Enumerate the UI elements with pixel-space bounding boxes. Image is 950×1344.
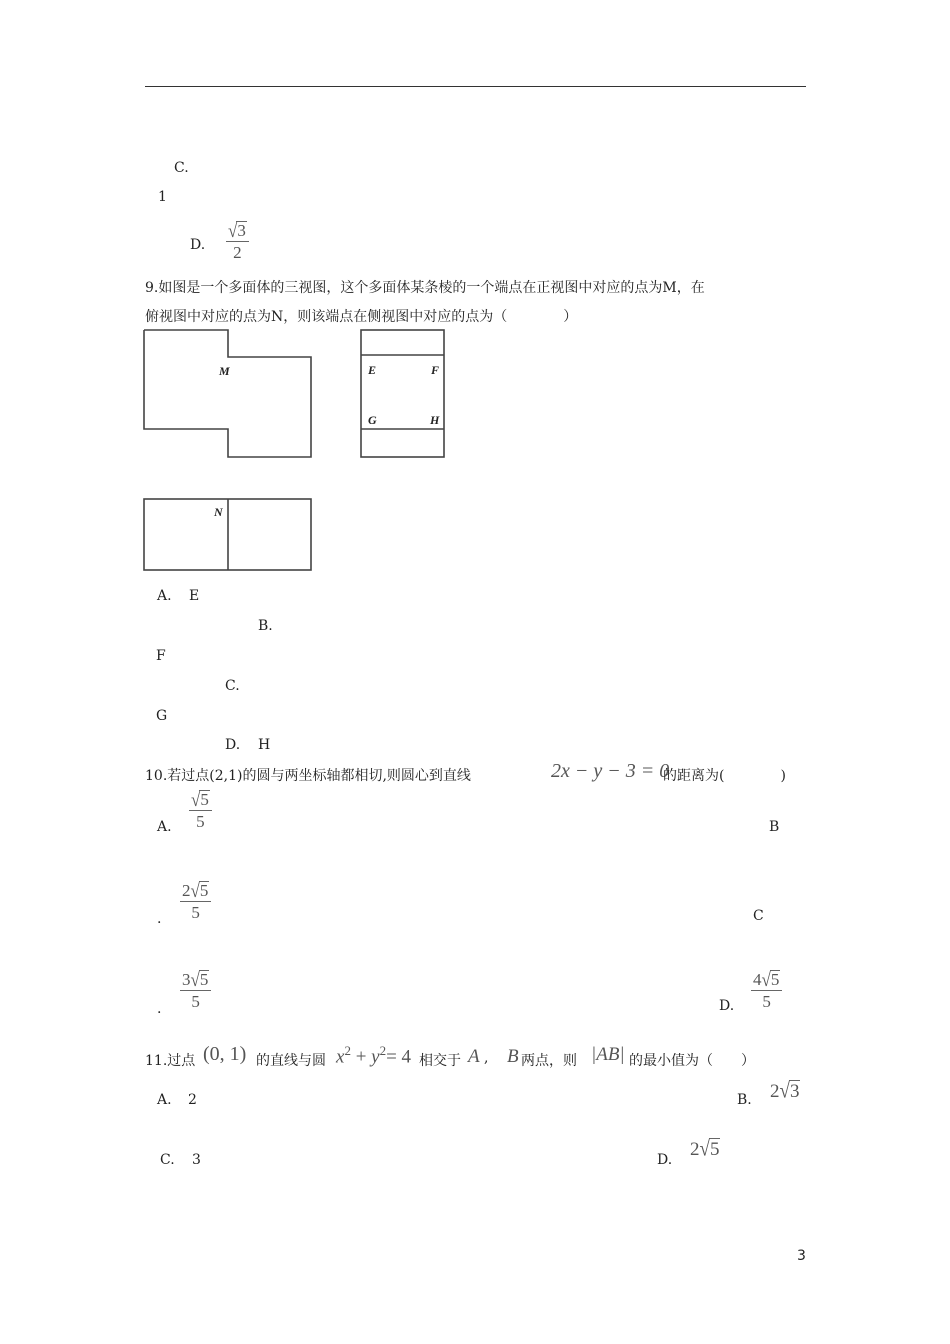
q10-stem-before: 10.若过点(2,1)的圆与两坐标轴都相切,则圆心到直线 <box>145 768 471 784</box>
q9-option-c-label: C. <box>225 678 240 694</box>
q8-option-d-label: D. <box>190 237 206 253</box>
q11-option-d-value: 2√5 <box>690 1137 720 1162</box>
q11-option-a-label: A. <box>157 1092 172 1108</box>
q11-option-a-value: 2 <box>188 1092 197 1108</box>
label-h: H <box>430 413 440 427</box>
q9-option-a-label: A. <box>157 588 172 604</box>
q8-option-c-label: C. <box>174 160 189 176</box>
q11-point: (0, 1) <box>203 1043 247 1065</box>
header-rule <box>145 86 806 87</box>
q11-ab: |AB| <box>591 1044 625 1065</box>
q10-option-a-fraction: √5 5 <box>189 790 212 830</box>
q9-option-d-value: H <box>258 737 271 753</box>
q10-equation: 2x − y − 3 = 0 <box>551 760 670 782</box>
q10-option-c-label-tail: . <box>157 1001 162 1017</box>
three-view-diagram <box>140 325 460 580</box>
front-view <box>144 330 311 457</box>
q11-option-b-label: B. <box>737 1092 752 1108</box>
q11-point-b: B <box>507 1046 519 1067</box>
q11-stem-a: 11.过点 <box>145 1053 196 1069</box>
q10-option-c-fraction: 3√5 5 <box>180 970 211 1010</box>
q9-option-b-label: B. <box>258 618 273 634</box>
q10-option-b-label-tail: . <box>157 911 162 927</box>
q11-circle-equation: $x^2 + y^2= 4$ <box>336 1043 412 1068</box>
q9-stem-line2: 俯视图中对应的点为N，则该端点在侧视图中对应的点为（ ） <box>145 309 578 325</box>
q10-option-b-fraction: 2√5 5 <box>180 881 211 921</box>
q8-option-d-fraction: √3 2 <box>226 221 249 261</box>
q11-stem-d: 两点，则 <box>521 1053 577 1069</box>
q10-stem-after: 的距离为( ) <box>663 768 786 784</box>
q11-option-d-label: D. <box>657 1152 673 1168</box>
q8-d-radicand: 3 <box>237 221 246 240</box>
q9-option-a-value: E <box>189 588 200 604</box>
q11-comma: , <box>484 1050 489 1066</box>
q9-stem-line1: 9.如图是一个多面体的三视图，这个多面体某条棱的一个端点在正视图中对应的点为M，在 <box>145 280 705 296</box>
label-n: N <box>214 505 223 519</box>
label-g: G <box>368 413 377 427</box>
label-f: F <box>431 363 440 377</box>
side-view <box>361 330 444 457</box>
top-view <box>144 499 311 570</box>
q11-option-b-value: 2√3 <box>770 1079 800 1104</box>
page-number: 3 <box>797 1248 806 1264</box>
q11-option-c-value: 3 <box>192 1152 201 1168</box>
label-m: M <box>219 364 230 378</box>
q9-option-d-label: D. <box>225 737 241 753</box>
q9-option-c-value: G <box>156 708 168 724</box>
q10-option-a-label: A. <box>157 819 172 835</box>
q11-option-c-label: C. <box>160 1152 175 1168</box>
label-e: E <box>368 363 377 377</box>
q11-point-a: A <box>468 1046 480 1067</box>
q9-option-b-value: F <box>156 648 166 664</box>
q8-d-denominator: 2 <box>233 243 242 262</box>
q10-option-b-label: B <box>769 819 780 835</box>
q11-stem-b: 的直线与圆 <box>256 1053 326 1069</box>
q10-option-d-label: D. <box>719 998 735 1014</box>
q10-option-d-fraction: 4√5 5 <box>751 970 782 1010</box>
q8-option-c-value: 1 <box>158 189 167 205</box>
q10-option-c-label: C <box>753 908 764 924</box>
q11-stem-c: 相交于 <box>419 1053 461 1069</box>
q11-stem-e: 的最小值为（ ） <box>629 1053 755 1069</box>
